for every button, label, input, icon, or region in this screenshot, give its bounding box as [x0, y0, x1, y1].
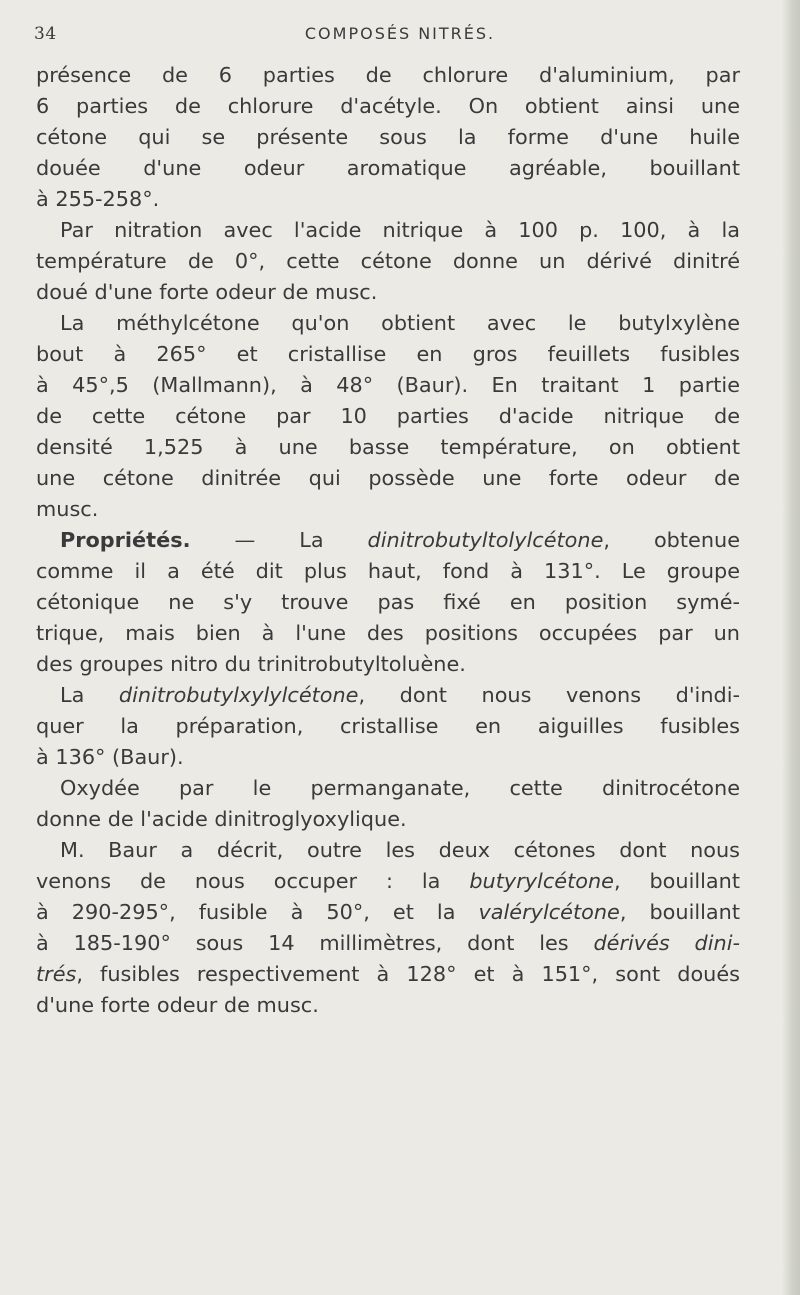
page-edge-shadow — [782, 0, 800, 1295]
text-line: bout à 265° et cristallise en gros feuillets fusibles — [36, 342, 740, 366]
section-heading: Propriétés. — [60, 528, 191, 552]
text-fragment: à 185-190° sous 14 millimètres, dont les — [36, 931, 594, 955]
text-fragment: , bouillant — [613, 869, 740, 893]
text-fragment: La — [60, 683, 119, 707]
compound-name: dérivés dini- — [593, 931, 740, 955]
text-line: 6 parties de chlorure d'acétyle. On obtient ainsi une — [36, 94, 740, 118]
text-line — [36, 866, 740, 897]
text-fragment: à 290-295°, fusible à 50°, et la — [36, 900, 479, 924]
text-fragment: venons de nous occuper : la — [36, 869, 470, 893]
compound-name: dinitrobutylxylylcétone — [118, 683, 359, 707]
text-line: musc. — [36, 497, 99, 521]
text-fragment: , obtenue — [603, 528, 740, 552]
text-line: trique, mais bien à l'une des positions occupées par un — [36, 621, 740, 645]
text-line — [36, 680, 740, 711]
text-line: doué d'une forte odeur de musc. — [36, 280, 378, 304]
text-line — [36, 928, 740, 959]
page-number: 34 — [34, 24, 57, 44]
text-line: Par nitration avec l'acide nitrique à 100 p. 100, à la — [60, 218, 740, 242]
text-fragment: , bouillant — [619, 900, 740, 924]
compound-name: butyrylcétone — [469, 869, 614, 893]
text-line: cétonique ne s'y trouve pas fixé en position symé- — [36, 590, 740, 614]
text-line — [36, 525, 740, 556]
compound-name: valérylcétone — [478, 900, 620, 924]
text-line: à 136° (Baur). — [36, 745, 184, 769]
text-line: à 255-258°. — [36, 187, 160, 211]
text-line: comme il a été dit plus haut, fond à 131°. Le groupe — [36, 559, 740, 583]
text-line: donne de l'acide dinitroglyoxylique. — [36, 807, 407, 831]
text-fragment: , dont nous venons d'indi- — [358, 683, 740, 707]
text-line: à 45°,5 (Mallmann), à 48° (Baur). En traitant 1 partie — [36, 373, 740, 397]
text-line: M. Baur a décrit, outre les deux cétones dont nous — [60, 838, 740, 862]
compound-name: trés — [36, 962, 77, 986]
text-line: une cétone dinitrée qui possède une forte odeur de — [36, 466, 740, 490]
text-line: d'une forte odeur de musc. — [36, 993, 319, 1017]
text-fragment: — La — [190, 528, 368, 552]
compound-name: dinitrobutyltolylcétone — [367, 528, 604, 552]
text-line: densité 1,525 à une basse température, on obtient — [36, 435, 740, 459]
page-header — [34, 24, 766, 50]
text-line: présence de 6 parties de chlorure d'aluminium, par — [36, 63, 740, 87]
text-line: température de 0°, cette cétone donne un dérivé dinitré — [36, 249, 740, 273]
text-line: de cette cétone par 10 parties d'acide nitrique de — [36, 404, 740, 428]
text-line: douée d'une odeur aromatique agréable, bouillant — [36, 156, 740, 180]
text-line: Oxydée par le permanganate, cette dinitrocétone — [60, 776, 740, 800]
running-head: COMPOSÉS NITRÉS. — [304, 24, 496, 43]
text-line: des groupes nitro du trinitrobutyltoluène. — [36, 652, 466, 676]
text-line — [36, 897, 740, 928]
text-line: quer la préparation, cristallise en aiguilles fusibles — [36, 714, 740, 738]
text-line: La méthylcétone qu'on obtient avec le butylxylène — [60, 311, 740, 335]
text-fragment: , fusibles respectivement à 128° et à 151°, sont doués — [76, 962, 740, 986]
body-text — [36, 60, 740, 1021]
text-line: cétone qui se présente sous la forme d'une huile — [36, 125, 740, 149]
text-line — [36, 959, 740, 990]
